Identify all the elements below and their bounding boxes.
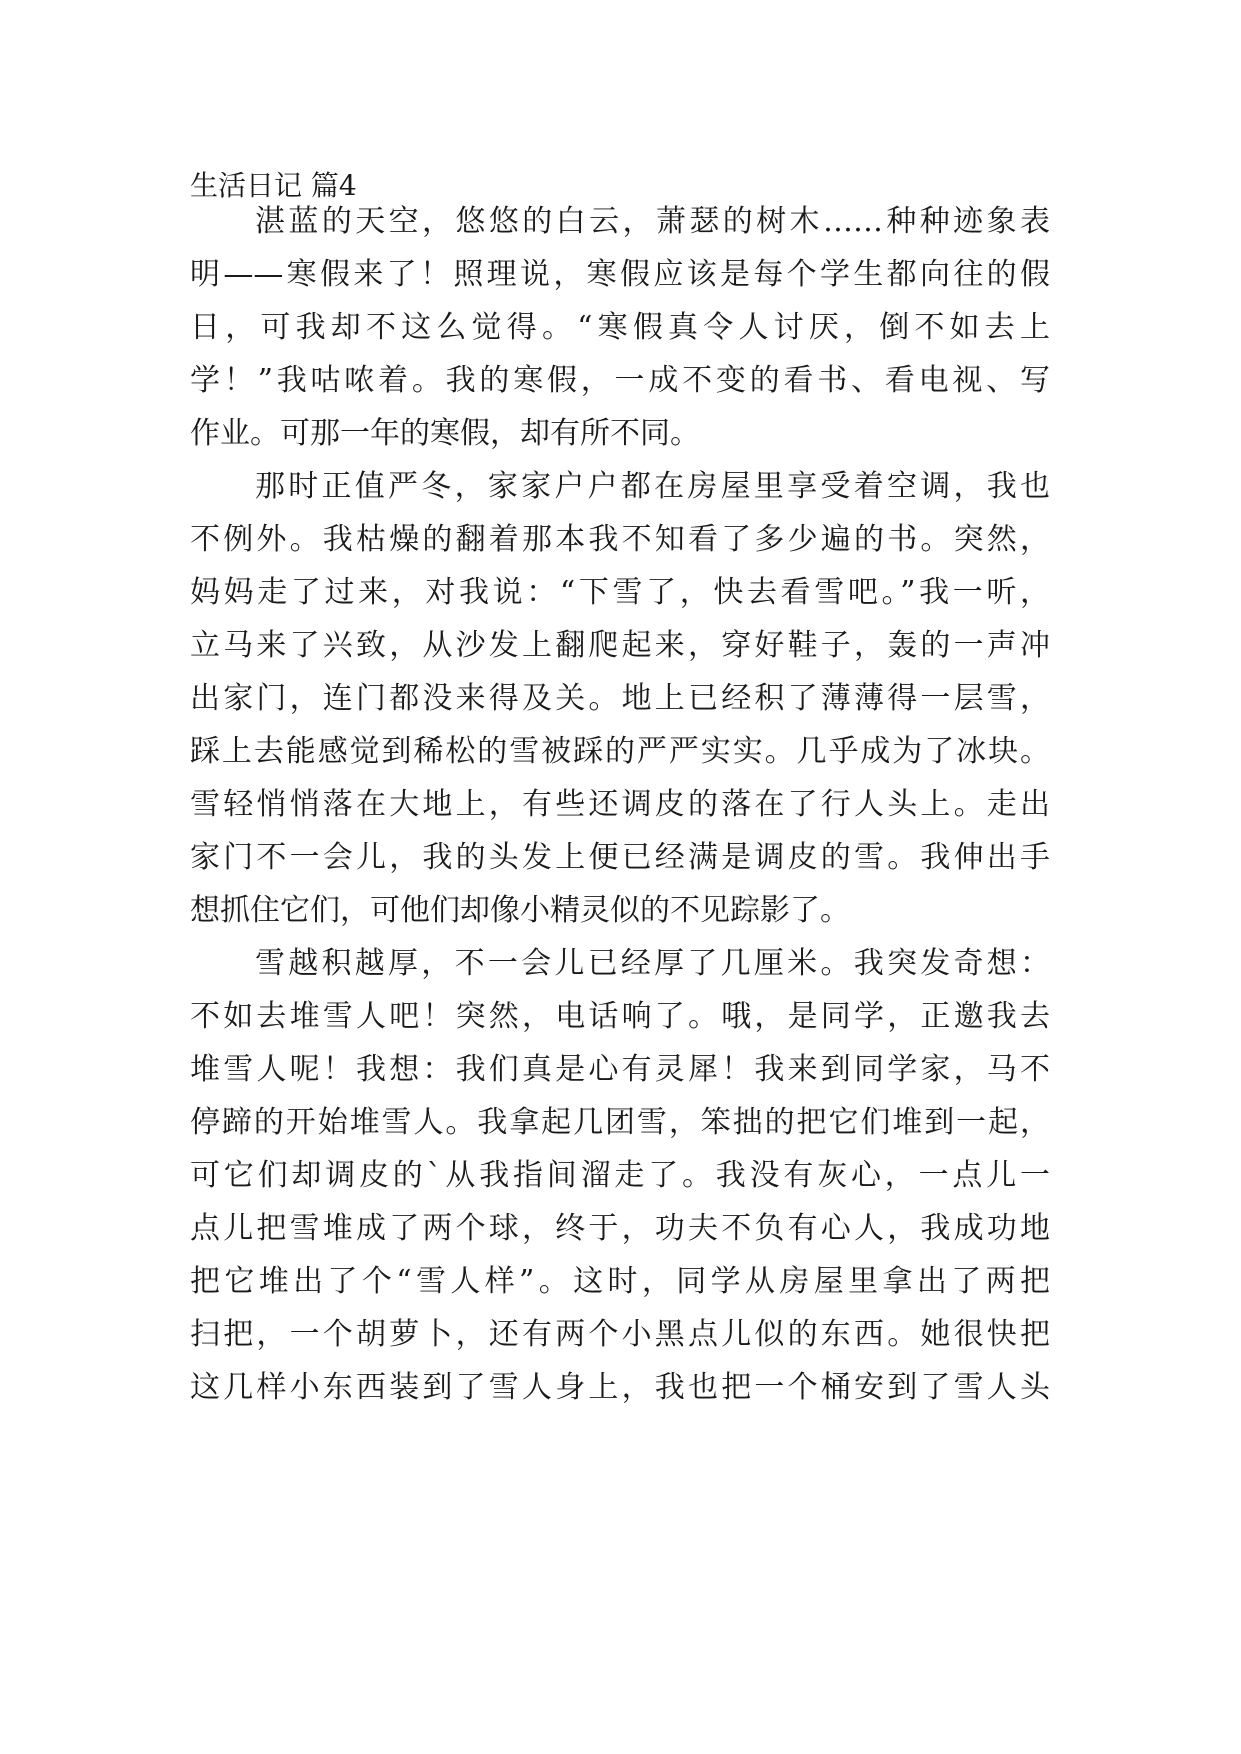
paragraph-2-line-2: 不例外。我枯燥的翻着那本我不知看了多少遍的书。突然，: [190, 522, 1050, 557]
paragraph-3-line-1: 雪越积越厚，不一会儿已经厚了几厘米。我突发奇想：: [255, 946, 1050, 981]
paragraph-3-line-8: 扫把，一个胡萝卜，还有两个小黑点儿似的东西。她很快把: [190, 1317, 1050, 1352]
paragraph-2-line-9: 想抓住它们，可他们却像小精灵似的不见踪影了。: [190, 893, 850, 928]
diary-heading: 生活日记 篇4: [190, 169, 357, 202]
paragraph-3-line-4: 停蹄的开始堆雪人。我拿起几团雪，笨拙的把它们堆到一起，: [190, 1105, 1050, 1140]
paragraph-3-line-3: 堆雪人呢！我想：我们真是心有灵犀！我来到同学家，马不: [190, 1052, 1050, 1087]
paragraph-3-line-2: 不如去堆雪人吧！突然，电话响了。哦，是同学，正邀我去: [190, 999, 1050, 1034]
paragraph-2-line-7: 雪轻悄悄落在大地上，有些还调皮的落在了行人头上。走出: [190, 787, 1050, 822]
paragraph-2-line-4: 立马来了兴致，从沙发上翻爬起来，穿好鞋子，轰的一声冲: [190, 628, 1050, 663]
paragraph-3-line-6: 点儿把雪堆成了两个球，终于，功夫不负有心人，我成功地: [190, 1211, 1050, 1246]
paragraph-3-line-7: 把它堆出了个“雪人样”。这时，同学从房屋里拿出了两把: [190, 1264, 1050, 1299]
paragraph-3-line-9: 这几样小东西装到了雪人身上，我也把一个桶安到了雪人头: [190, 1370, 1050, 1405]
paragraph-2-line-8: 家门不一会儿，我的头发上便已经满是调皮的雪。我伸出手: [190, 840, 1050, 875]
paragraph-1-line-1: 湛蓝的天空，悠悠的白云，萧瑟的树木……种种迹象表: [255, 204, 1050, 239]
paragraph-1-line-4: 学！”我咕哝着。我的寒假，一成不变的看书、看电视、写: [190, 363, 1050, 398]
paragraph-1-line-5: 作业。可那一年的寒假，却有所不同。: [190, 416, 700, 451]
paragraph-2-line-5: 出家门，连门都没来得及关。地上已经积了薄薄得一层雪，: [190, 681, 1050, 716]
paragraph-2-line-3: 妈妈走了过来，对我说：“下雪了，快去看雪吧。”我一听，: [190, 575, 1050, 610]
paragraph-3-line-5: 可它们却调皮的`从我指间溜走了。我没有灰心，一点儿一: [190, 1158, 1050, 1193]
paragraph-1-line-2: 明——寒假来了！照理说，寒假应该是每个学生都向往的假: [190, 257, 1050, 292]
paragraph-1-line-3: 日，可我却不这么觉得。“寒假真令人讨厌，倒不如去上: [190, 310, 1050, 345]
paragraph-2-line-6: 踩上去能感觉到稀松的雪被踩的严严实实。几乎成为了冰块。: [190, 734, 1050, 769]
paragraph-2-line-1: 那时正值严冬，家家户户都在房屋里享受着空调，我也: [255, 469, 1050, 504]
